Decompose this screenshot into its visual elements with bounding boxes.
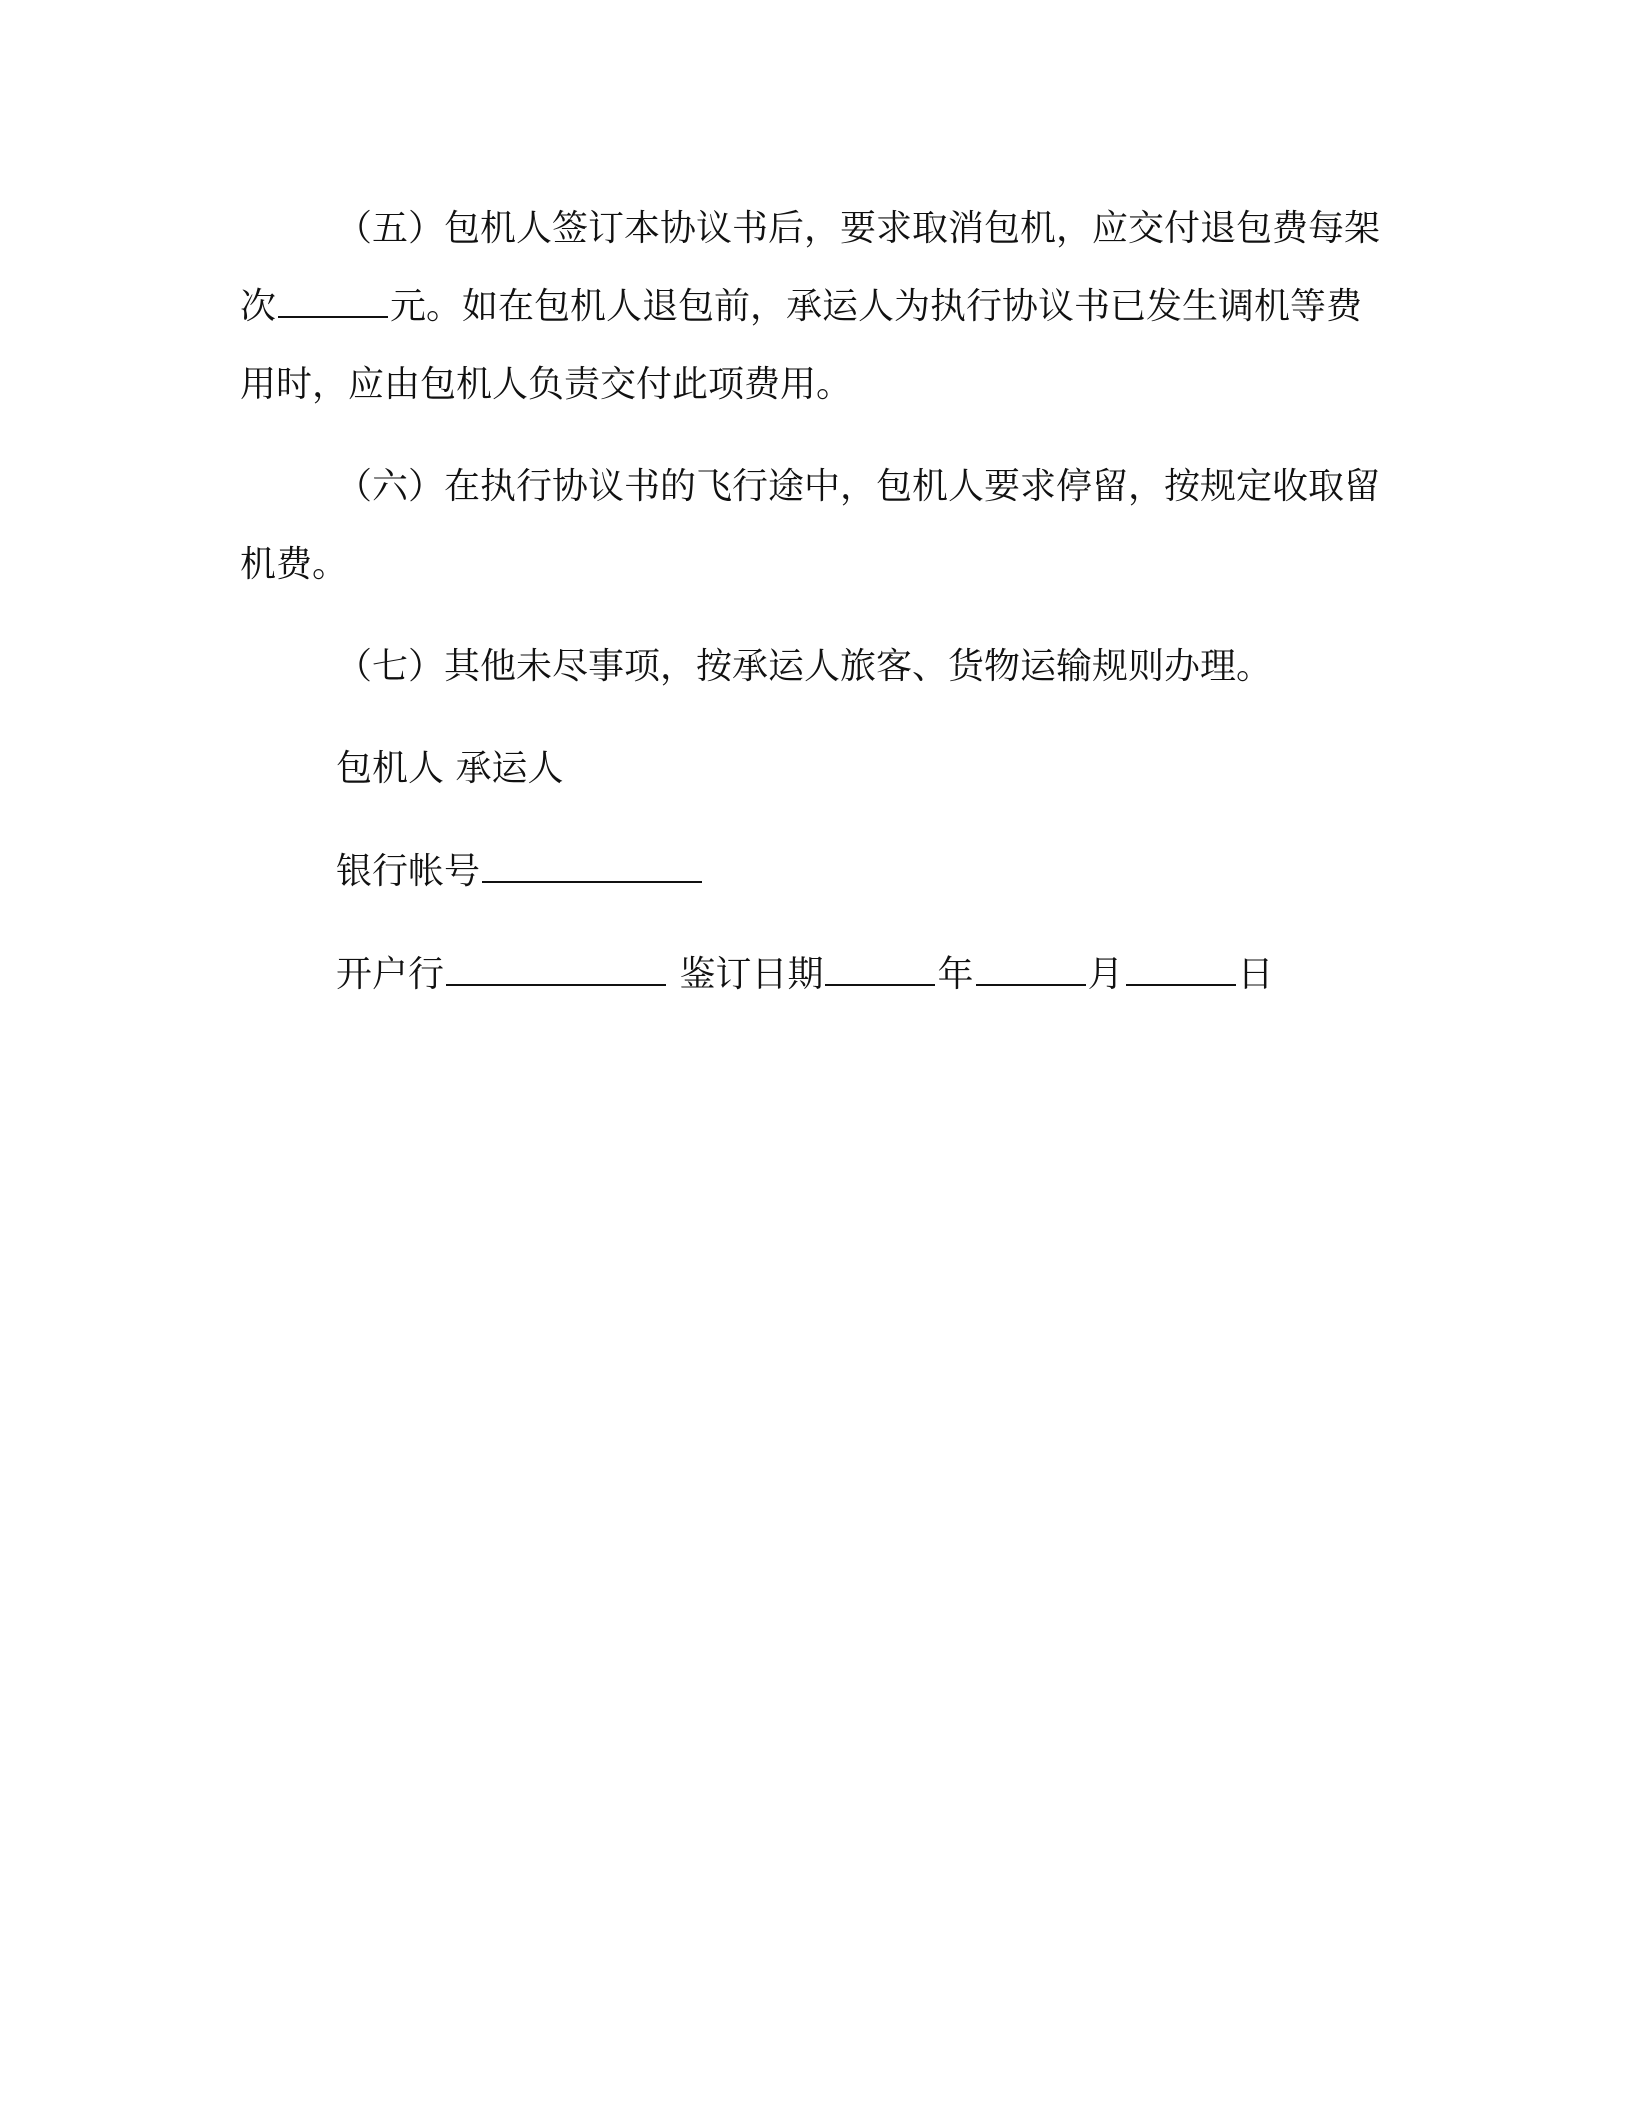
month-blank — [976, 948, 1086, 986]
bank-account-label: 银行帐号 — [336, 851, 481, 892]
bank-account-line — [336, 833, 1385, 911]
sign-date-label: 鉴订日期 — [679, 954, 824, 995]
bank-label: 开户行 — [336, 954, 445, 995]
bank-and-date-line — [336, 936, 1385, 1014]
month-label: 月 — [1087, 954, 1124, 995]
paragraph-five — [240, 190, 1385, 424]
bank-account-blank — [482, 845, 702, 883]
paragraph-five-part-one: （五）包机人签订本协议书后，要求取消包机，应交付退包费每架次 — [240, 208, 1381, 327]
day-label: 日 — [1237, 954, 1274, 995]
refund-fee-blank — [278, 280, 388, 318]
day-blank — [1126, 948, 1236, 986]
paragraph-six: （六）在执行协议书的飞行途中，包机人要求停留，按规定收取留机费。 — [240, 466, 1381, 585]
year-label: 年 — [937, 954, 974, 995]
paragraph-seven: （七）其他未尽事项，按承运人旅客、货物运输规则办理。 — [336, 646, 1273, 687]
paragraph-five-part-two: 元。如在包机人退包前，承运人为执行协议书已发生调机等费用时，应由包机人负责交付此项费用。 — [240, 286, 1363, 405]
signature-line: 包机人 承运人 — [336, 748, 564, 789]
year-blank — [825, 948, 935, 986]
bank-name-blank — [446, 948, 666, 986]
document-content — [240, 190, 1385, 1039]
